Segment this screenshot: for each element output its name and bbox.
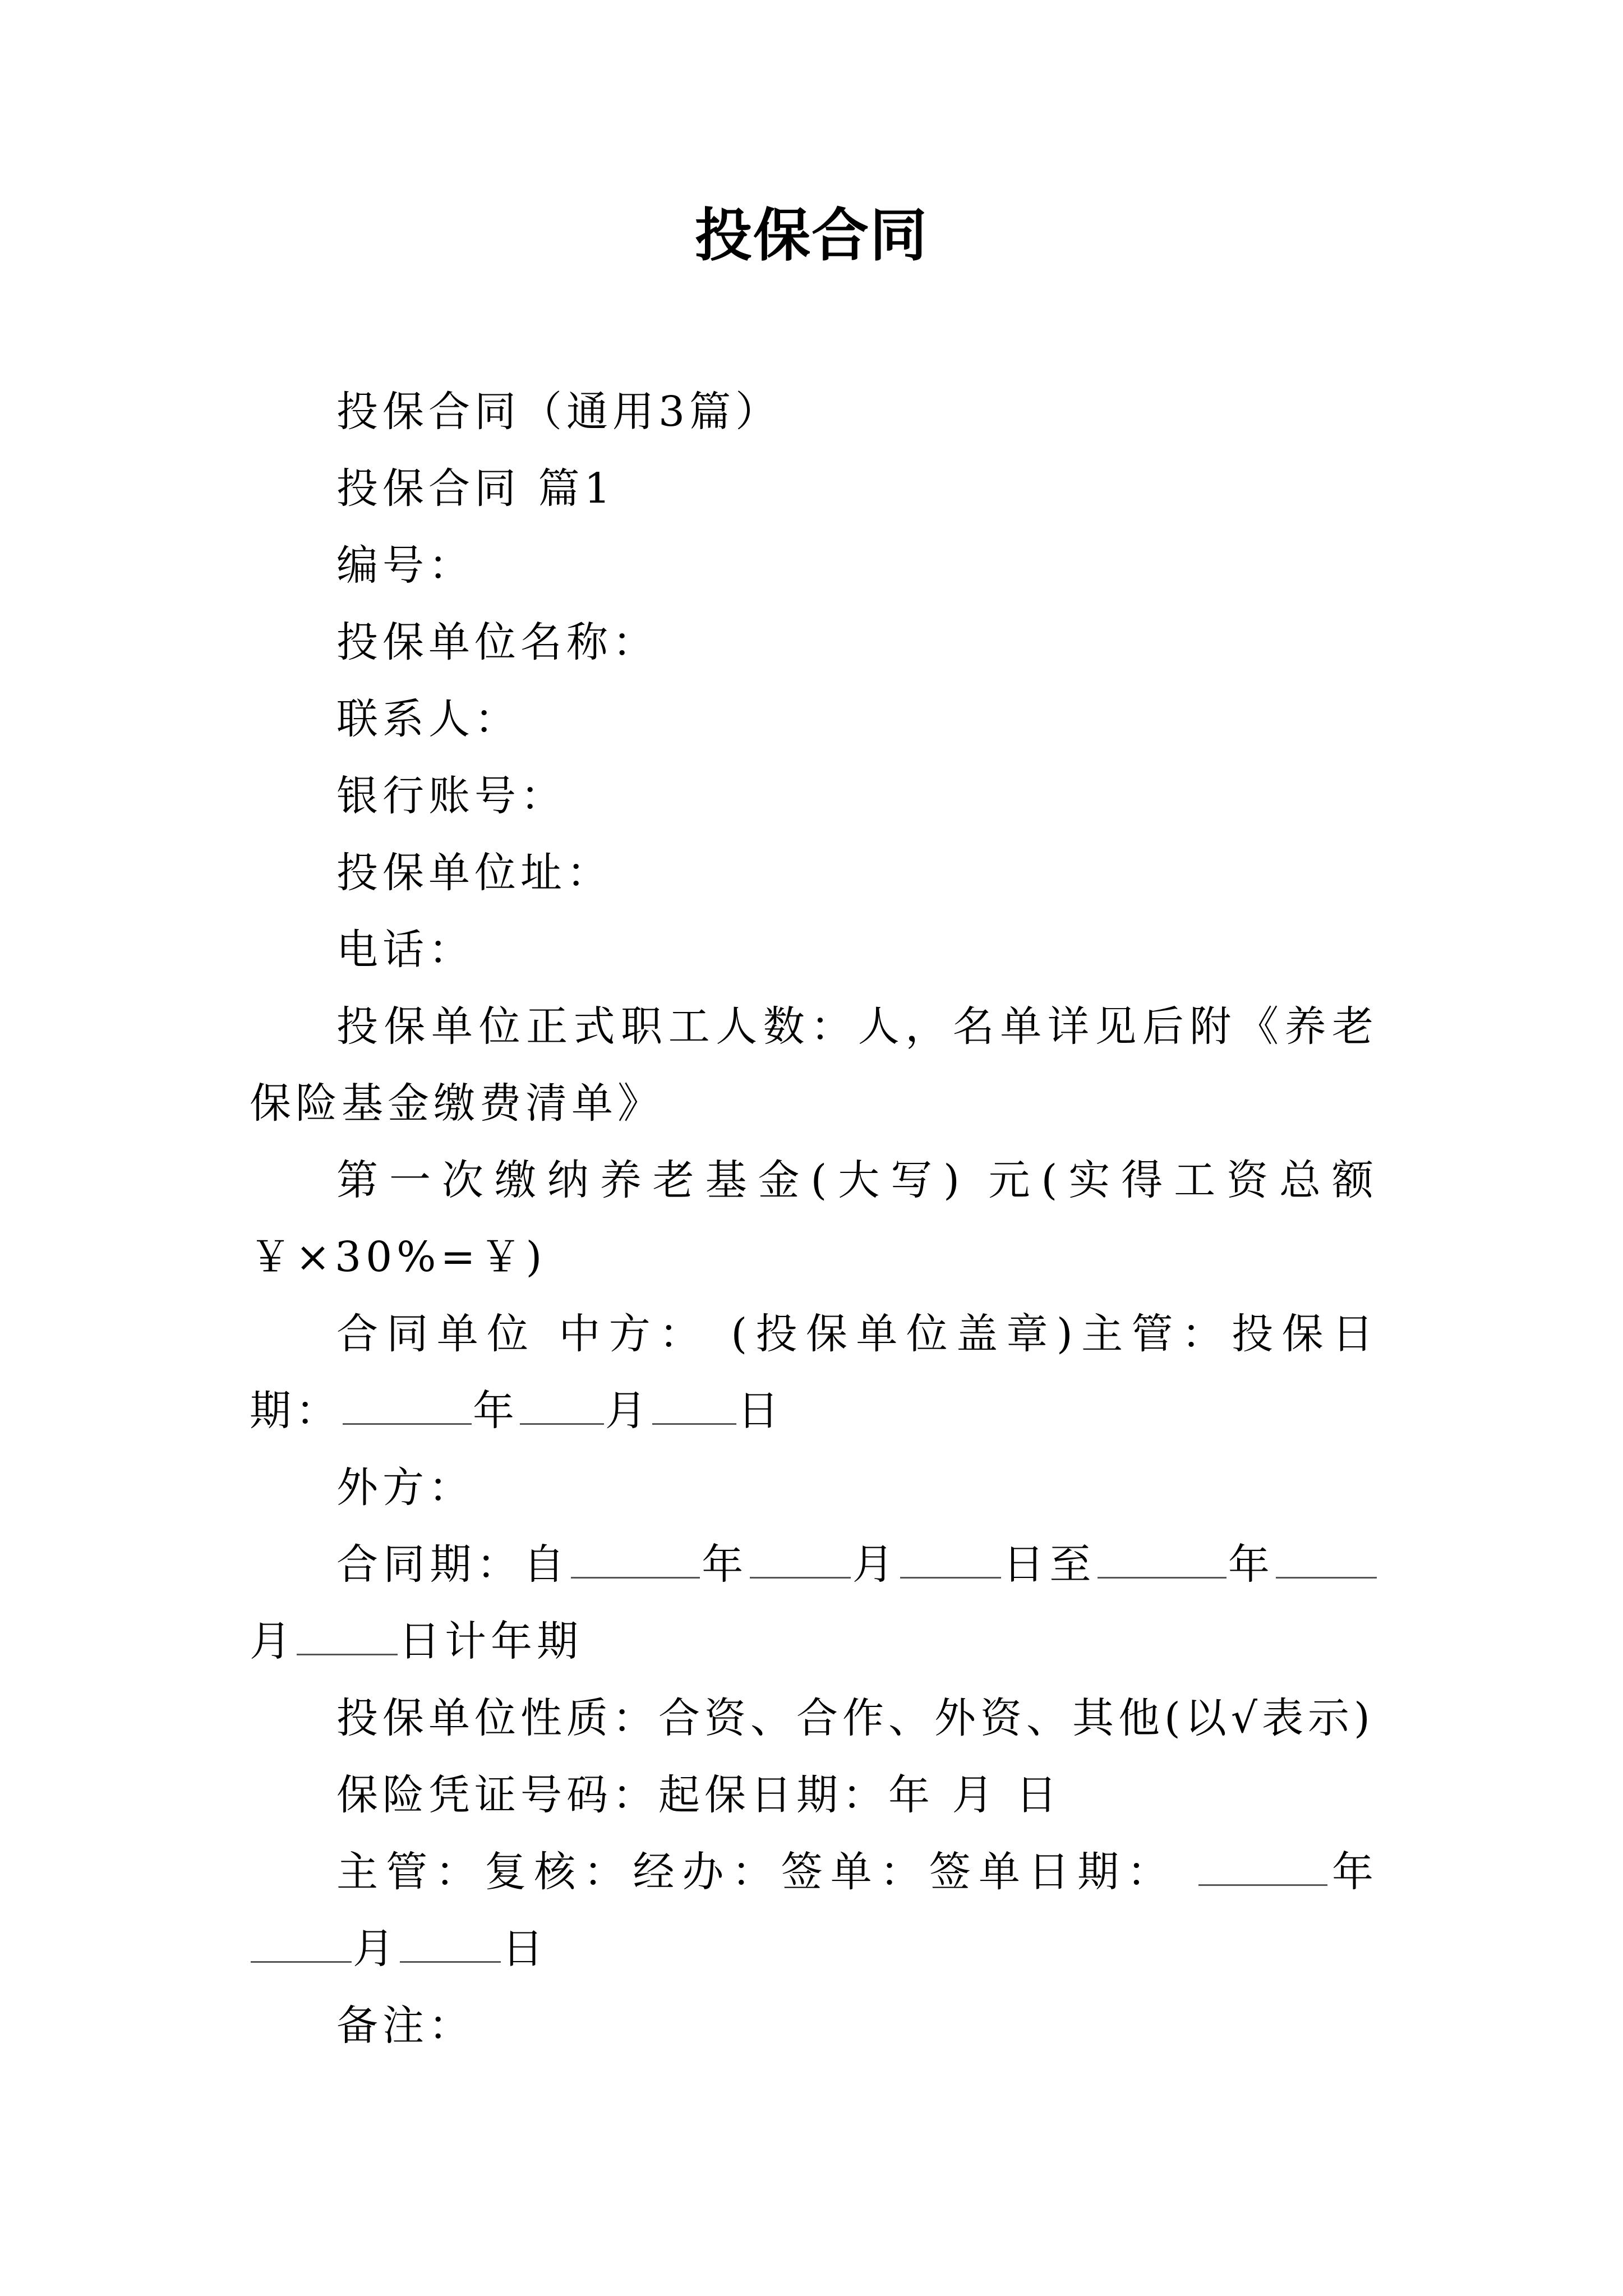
term-day-to-label: 日至 (1002, 1540, 1096, 1589)
bank-account-line: 银行账号： (336, 772, 566, 820)
staff-count-paragraph: 投保单位正式职工人数：人，名单详见后附《养老保险基金缴费清单》 (250, 1002, 1378, 1128)
date-blank (1198, 1847, 1327, 1886)
unit-address-line: 投保单位址： (336, 849, 612, 897)
signers-paragraph (250, 1834, 1378, 1987)
remarks-line: 备注： (336, 2001, 474, 2050)
voucher-line: 保险凭证号码：起保日期：年 月 日 (336, 1771, 1062, 1819)
term-suffix: 日计年期 (399, 1617, 583, 1665)
date-blank (750, 1540, 851, 1579)
date-blank (400, 1924, 501, 1963)
contact-line: 联系人： (336, 695, 520, 743)
party-a-paragraph (250, 1296, 1378, 1450)
term-year-label: 年 (1227, 1540, 1275, 1589)
date-blank (343, 1386, 472, 1425)
sign-day-label: 日 (502, 1925, 548, 1973)
part1-line: 投保合同 篇1 (336, 464, 615, 513)
phone-line: 电话： (336, 926, 474, 974)
term-paragraph (250, 1526, 1378, 1680)
term-month-label: 月 (250, 1617, 296, 1665)
first-payment-paragraph: 第一次缴纳养老基金(大写) 元(实得工资总额￥×30%=￥) (250, 1156, 1378, 1281)
document-body (250, 374, 1378, 2064)
date-year-label: 年 (473, 1387, 519, 1435)
unit-nature-line: 投保单位性质：合资、合作、外资、其他(以√表示) (336, 1694, 1375, 1742)
sign-month-label: 月 (353, 1925, 399, 1973)
date-blank (571, 1540, 700, 1579)
term-month-label: 月 (851, 1540, 899, 1589)
date-blank (1276, 1540, 1377, 1579)
date-blank (900, 1540, 1001, 1579)
heading-line: 投保合同（通用3篇） (336, 388, 782, 436)
document-title: 投保合同 (695, 202, 928, 269)
date-month-label: 月 (605, 1387, 651, 1435)
date-blank (1098, 1540, 1227, 1579)
term-year-label: 年 (701, 1540, 749, 1589)
party-a-text: 合同单位 中方： (投保单位盖章)主管：投保日期： (250, 1310, 1378, 1435)
party-b-line: 外方： (336, 1464, 474, 1512)
serial-line: 编号： (336, 541, 474, 590)
date-blank (652, 1386, 736, 1425)
signers-text: 主管：复核：经办：签单：签单日期： (336, 1848, 1177, 1896)
date-blank (297, 1617, 398, 1655)
date-blank (251, 1924, 352, 1963)
date-day-label: 日 (737, 1387, 783, 1435)
unit-name-line: 投保单位名称： (336, 618, 658, 666)
date-blank (520, 1386, 604, 1425)
term-prefix: 合同期：自 (336, 1540, 570, 1589)
sign-year-label: 年 (1328, 1848, 1378, 1896)
